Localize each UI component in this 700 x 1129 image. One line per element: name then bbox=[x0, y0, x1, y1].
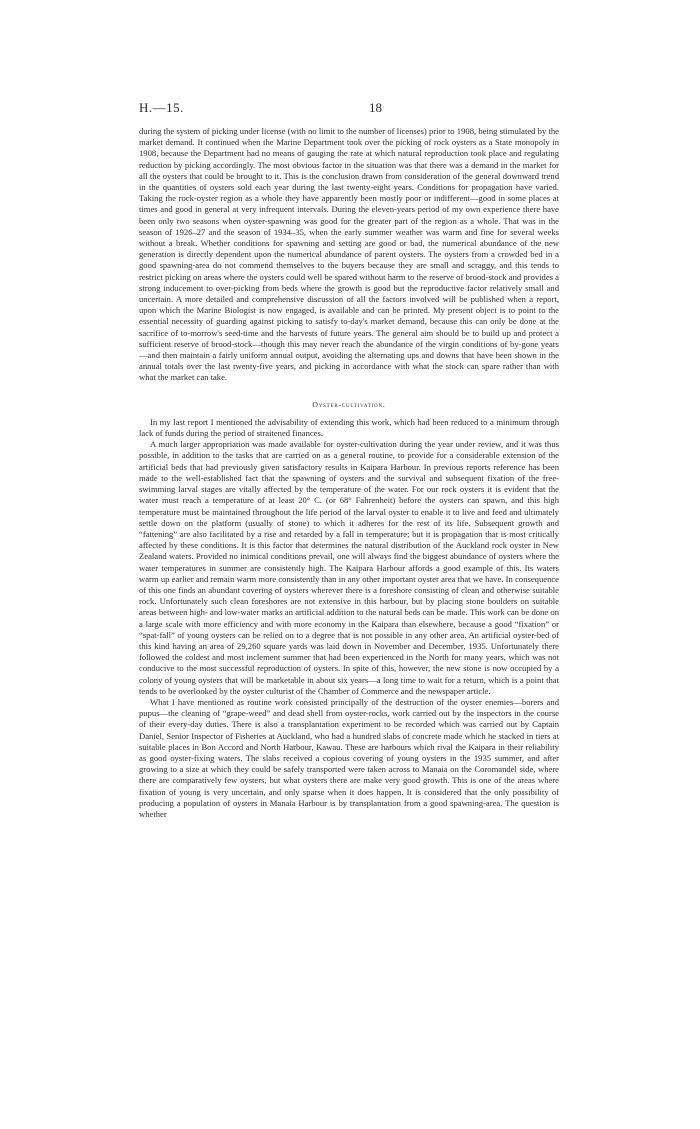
page-number: 18 bbox=[369, 100, 382, 115]
report-code: H.—15. bbox=[139, 100, 184, 115]
paragraph: during the system of picking under license (with no limit to the number of licenses) prior to 1908, being stimulated by the market demand. It continued when the Marine Department took over the picking of rock oysters as a State monopoly in 1908, because the Department had no means of gauging the rate at which natural reproduction took place and regulating reduction by picking accordingly. The most obvious factor in the situation was that there was a demand in the market for all the oysters that could be brought to it. This is the conclusion drawn from consideration of the general downward trend in the quantities of oysters sold each year during the last twenty-eight years. Conditions for propagation have varied. Taking the rock-oyster region as a whole they have apparently been mostly poor or indifferent—good in some places at times and good in general at very infrequent intervals. During the eleven-years period of my own experience there have been only two seasons when oyster-spawning was good for the greater part of the region as a whole. That was in the season of 1926–27 and the season of 1934–35, when the early summer weather was warm and fine for several weeks without a break. Whether conditions for spawning and setting are good or bad, the numerical abundance of the new generation is directly dependent upon the numerical abundance of parent oysters. The oysters from a crowded bed in a good spawning-area do not commend themselves to the buyers because they are small and scraggy, and this tends to restrict picking on areas where the oysters could well be spared without harm to the reserve of brood-stock and provides a strong inducement to over-picking from beds where the growth is good but the reproductive factor relatively small and uncertain. A more detailed and comprehensive discussion of all the factors involved will be published when a report, upon which the Marine Biologist is now engaged, is available and can be printed. My present object is to point to the essential necessity of guarding against picking to satisfy to-day's market demand, because this can only be done at the sacrifice of to-morrow's seed-time and the harvests of future years. The general aim should be to build up and protect a sufficient reserve of brood-stock—though this may never reach the abundance of the virgin conditions of by-gone years—and then maintain a fairly uniform annual output, avoiding the alternating ups and downs that have been shown in the annual totals over the last twenty-five years, and picking in accordance with what the stock can spare rather than with what the market can take. bbox=[139, 126, 559, 383]
paragraph: In my last report I mentioned the advisability of extending this work, which had been reduced to a minimum through lack of funds during the period of straitened finances. bbox=[139, 416, 559, 439]
body-text bbox=[139, 126, 559, 820]
section-heading: Oyster-cultivation. bbox=[312, 399, 386, 409]
paragraph: A much larger appropriation was made available for oyster-cultivation during the year under review, and it was thus possible, in addition to the tasks that are carried on as a general routine, to provide for a considerable extension of the artificial beds that had previously given satisfactory results in Kaipara Harbour. In previous reports reference has been made to the well-established fact that the spawning of oysters and the survival and subsequent fixation of the free-swimming larval stages are vitally affected by the temperature of the water. For our rock oysters it is evident that the water must reach a temperature of at least 20° C. (or 68° Fahrenheit) before the oysters can spawn, and this high temperature must be maintained throughout the life period of the larval oyster to enable it to live and feed and ultimately settle down on the platform (usually of stone) to which it adheres for the rest of its life. Subsequent growth and “fattening” are also facilitated by a rise and retarded by a fall in temperature; but it is propagation that is most critically affected by these conditions. It is this factor that determines the natural distribution of the Auckland rock oyster in New Zealand waters. Provided no inimical conditions prevail, one will always find the biggest abundance of oysters where the water temperatures in summer are consistently high. The Kaipara Harbour affords a good example of this. Its waters warm up earlier and remain warm more consistently than in any other important oyster area that we have. In consequence of this one finds an abundant covering of oysters wherever there is a foreshore consisting of clean and otherwise suitable rock. Unfortunately such clean foreshores are not extensive in this harbour, but by placing stone boulders on suitable areas between high- and low-water marks an artificial addition to the natural beds can be made. This work can be done on a large scale with more efficiency and with more economy in the Kaipara than elsewhere, because a good “fixation” or “spat-fall” of young oysters can be relied on to a degree that is not possible in any other area. An artificial oyster-bed of this kind having an area of 29,260 square yards was laid down in November and December, 1935. Unfortunately there followed the coldest and most inclement summer that had been experienced in the North for many years, which was not conducive to the most successful reproduction of oysters. In spite of this, however, the new stone is now occupied by a colony of young oysters that will be marketable in about six years—a long time to wait for a return, which is a point that tends to be overlooked by the oyster culturist of the Chamber of Commerce and the newspaper article. bbox=[139, 439, 559, 696]
paragraph: What I have mentioned as routine work consisted principally of the destruction of the oyster enemies—borers and pupus—the cleaning of “grape-weed” and dead shell from oyster-rocks, work carried out by the inspectors in the course of their every-day duties. There is also a transplantation experiment to be recorded which was carried out by Captain Daniel, Senior Inspector of Fisheries at Auckland, who had a hundred slabs of concrete made which he stacked in tiers at suitable places in Bon Accord and North Harbour, Kawau. These are harbours which rival the Kaipara in their reliability as good oyster-fixing waters. The slabs received a copious covering of young oysters in the 1935 summer, and after growing to a size at which they could be safely transported were taken across to Manaia on the Coromandel side, where there are comparatively few oysters, but what oysters there are make very good growth. This is one of the areas where fixation of young is very uncertain, and only sparse when it does happen. It is considered that the only possibility of producing a population of oysters in Manaia Harbour is by transplantation from a good spawning-area. The question is whether bbox=[139, 696, 559, 819]
page-header bbox=[139, 100, 559, 120]
